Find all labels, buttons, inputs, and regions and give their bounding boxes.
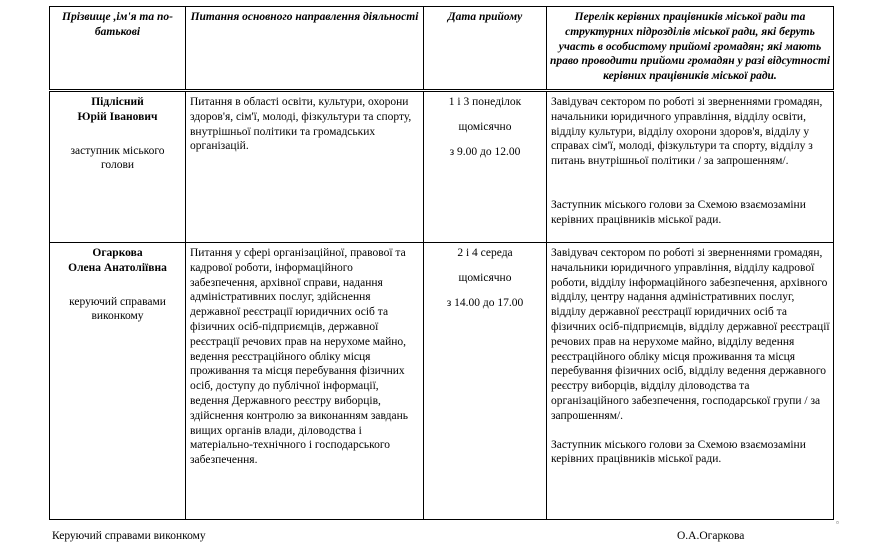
person-position: заступник міського голови (70, 144, 165, 172)
schedule-frequency: щомісячно (458, 271, 512, 284)
table-header-row (50, 7, 834, 91)
page-corner-mark: ▫ (836, 518, 839, 527)
substitute-text: Заступник міського голови за Схемою взаємозаміни керівних працівників міської ради. (551, 198, 806, 226)
footer-signature-name: О.А.Огаркова (677, 530, 745, 542)
schedule-day: 2 і 4 середа (457, 247, 513, 259)
person-cell (50, 243, 186, 520)
header-duties: Питання основного направлення діяльності (186, 7, 424, 91)
person-name: Огаркова Олена Анатоліївна (68, 247, 167, 274)
schedule-time: з 9.00 до 12.00 (449, 145, 521, 158)
footer-signature-title: Керуючий справами виконкому (52, 530, 206, 542)
reception-schedule-table (49, 6, 834, 520)
table-row (50, 91, 834, 243)
table-row (50, 243, 834, 520)
schedule-time: з 14.00 до 17.00 (446, 296, 524, 309)
schedule-frequency: щомісячно (458, 120, 512, 133)
duties-cell: Питання у сфері організаційної, правової та кадрової роботи, інформаційного забезпечення, архівної справи, надання адміністративних послуг, здійснення державної реєстрації юридичних осіб та фізичних осіб-підприємців, державної реєстрації речових прав на нерухоме майно, ведення реєстраційного обліку місця проживання та місця перебування фізичних осіб, доступу до публічної інформації, ведення Державного реєстру виборців, здійснення контролю за виконанням завдань вищих органів влади, діловодства і матеріально-технічного і господарського забезпечення. (186, 243, 424, 520)
person-name: Підлісний Юрій Іванович (77, 96, 158, 123)
person-position: керуючий справами виконкому (69, 295, 166, 323)
participants-cell (547, 243, 834, 520)
participants-cell (547, 91, 834, 243)
header-name: Прізвище ,ім'я та по-батькові (50, 7, 186, 91)
substitute-text: Заступник міського голови за Схемою взаємозаміни керівних працівників міської ради. (551, 438, 806, 466)
schedule-day: 1 і 3 понеділок (448, 96, 522, 108)
header-participants: Перелік керівних працівників міської ради та структурних підрозділів міської ради, які беруть участь в особистому прийомі громадян; які мають право проводити прийоми громадян у разі відсутності керівних працівників міської ради. (547, 7, 834, 91)
person-cell (50, 91, 186, 243)
schedule-cell (424, 91, 547, 243)
participants-text: Завідувач сектором по роботі зі зверненнями громадян, начальники юридичного управління, відділу кадрової роботи, відділу інформаційного забезпечення, архівного відділу, центру надання адміністративних послуг, відділу державної реєстрації юридичних осіб та фізичних осіб-підприємців, відділу державної реєстрації речових прав на нерухоме майно, відділу ведення реєстраційного обліку місця проживання та місця перебування фізичних осіб, відділу ведення державного реєстру виборців, відділу діловодства та організаційного забезпечення, господарської групи / за запрошенням/. (551, 247, 830, 422)
participants-text: Завідувач сектором по роботі зі зверненнями громадян, начальники юридичного управління, відділу освіти, відділу культури, відділу охорони здоров'я, відділу у справах сім'ї, молоді, фізкультури та спорту, відділу з питань внутрішньої політики / за запрошенням/. (551, 96, 823, 168)
schedule-cell (424, 243, 547, 520)
duties-cell: Питання в області освіти, культури, охорони здоров'я, сім'ї, молоді, фізкультури та спорту, внутрішньої політики та громадських організацій. (186, 91, 424, 243)
header-date: Дата прийому (424, 7, 547, 91)
